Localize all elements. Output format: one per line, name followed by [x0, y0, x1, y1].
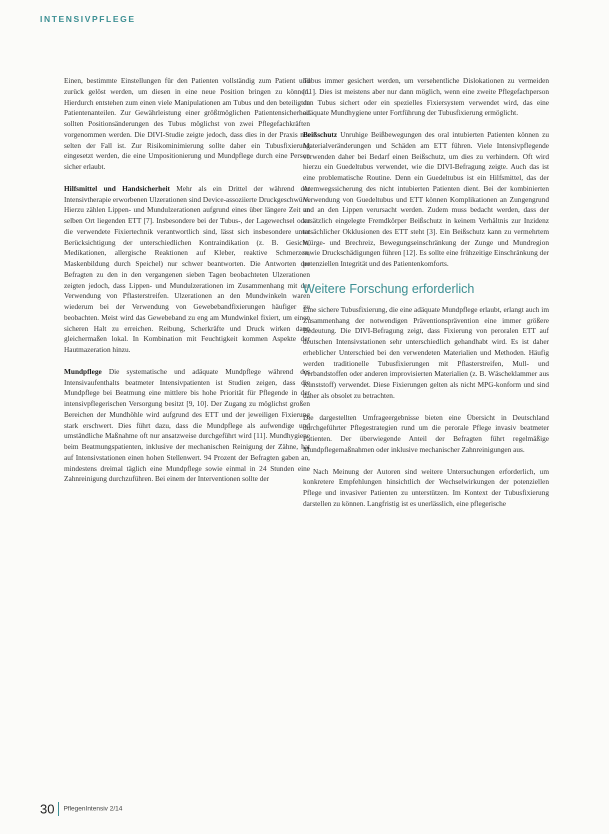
journal-name: PflegenIntensiv 2/14 — [63, 805, 123, 813]
section-header: INTENSIVPFLEGE — [40, 14, 136, 24]
left-column — [64, 76, 310, 485]
footer-divider — [58, 802, 59, 816]
paragraph — [303, 130, 549, 270]
paragraph-lead: Hilfsmittel und Handsicherheit — [64, 183, 170, 193]
right-column — [303, 76, 549, 510]
page-number: 30 — [40, 801, 55, 817]
page-footer — [40, 800, 122, 818]
paragraph-lead: Beißschutz — [303, 130, 338, 139]
paragraph-body: Mehr als ein Drittel der während der Intensivtherapie erworbenen Ulzerationen sind Device-assoziierte Druckgeschwüre. Hierzu zählen Lippen- und Mundulzerationen aufgrund eines über längere Zeit an selben Ort liegenden ETT [7]. Insbesondere bei der Tubus-, der Lagewechsel oder die verwendete Fixiertechnik verantwortlich sind, lässt sich insbesondere unter Berücksichtigung der unterschiedlichen Kontraindikation (z. B. Gesicht, Medikationen, allergische Reaktionen auf Kleber, reaktive Schmerzen, Maskenbildung durch Speichel) nur schwer beantworten. Die Antworten der Befragten zu den in den vergangenen sieben Tagen beobachteten Ulzerationen zeigten jedoch, dass Lippen- und Mundulzerationen im Zusammenhang mit der Verwendung von Pflasterstreifen. Ulzerationen an den Mundwinkeln waren wiederum bei der Verwendung von Gewebebandfixierungen häufiger zu beobachten. Meist wird das Gewebeband zu eng am Mundwinkel fixiert, um einen sicheren Halt zu erreichen. Reibung, Scherkräfte und Druck wirken dann gleichermaßen lokal. In Kombination mit Feuchtigkeit kommen Aspekte der Hautmazeration hinzu. — [64, 183, 310, 354]
paragraph — [64, 367, 310, 485]
paragraph: Nach Meinung der Autoren sind weitere Untersuchungen erforderlich, um konkretere Empfehlungen hinsichtlich der Wechselwirkungen der potenziellen Pflege und invasiver Patienten zu unterstützen. Im Kontext der Tubusfixierung darstellen zu können. Langfristig ist es unerlässlich, eine pflegerische — [303, 466, 549, 508]
paragraph: Eine sichere Tubusfixierung, die eine adäquate Mundpflege erlaubt, erlangt auch im Zusammenhang der notwendigen Präventionsprävention eine immer größere Bedeutung. Die DIVI-Befragung zeigt, dass Fixierung von peroralen ETT auf deutschen Intensivstationen sehr unterschiedlich gehandhabt wird. Es ist daher erheblicher Unterschied bei den verwendeten Materialien und Methoden. Häufig werden traditionelle Tubusfixierungen mit Pflasterstreifen, Mull- und Verbandstoffen oder anderen improvisierten Materialien (z. B. Wäscheklammer aus Kunststoff) verwendet. Diese Fixierungen gelten als nicht MPG-konform und sind daher als obsolet zu betrachten. — [303, 304, 549, 400]
paragraph-body: Die systematische und adäquate Mundpflege während des Intensivaufenthalts beatmeter Intensivpatienten ist Studien zeigen, dass die Mundpflege bei Beatmung eine mittlere bis hohe Priorität für Pflegende in der intensivpflegerischen Versorgung besitzt [9, 10]. Der Zugang zu möglichst großen Bereichen der Mundhöhle wird aufgrund des ETT und der jeweiligen Fixierung stark erschwert. Dies führt dazu, dass die Mundpflege als aufwendige und umständliche Maßnahme oft nur ansatzweise durchgeführt wird [11]. Mundhygiene beim Beatmungspatienten, inklusive der mechanischen Reinigung der Zähne, hat auf Intensivstationen einen hohen Stellenwert. 94 Prozent der Befragten gaben an, mindestens dreimal täglich eine Mundpflege sowie einmal in 24 Stunden eine Zahnreinigung durchzuführen. Bei einem der Interventionen sollte der — [64, 366, 310, 484]
section-heading: Weitere Forschung erforderlich — [303, 281, 475, 296]
paragraph-lead: Mundpflege — [64, 366, 102, 376]
paragraph — [64, 184, 310, 356]
paragraph: Tubus immer gesichert werden, um versehentliche Dislokationen zu vermeiden [11]. Dies ist meistens aber nur dann möglich, wenn eine zweite Pflegefachperson den Tubus sichert oder ein spezielles Fixiersystem verwendet wird, das eine adäquate Mundhygiene unter Fortführung der Tubusfixierung ermöglicht. — [303, 76, 549, 118]
paragraph-body: Unruhige Beißbewegungen des oral intubierten Patienten können zu Materialveränderungen und Schäden am ETT führen. Viele Intensivpflegende verwenden daher bei Bedarf einen Beißschutz, um dies zu verhindern. Oft wird hierzu ein Guedeltubus verwendet, wie die DIVI-Befragung zeigte. Auch das ist eine problematische Routine. Denn ein Guedeltubus ist ein Hilfsmittel, das der Atemwegssicherung des nicht intubierten Patienten dient. Bei der kombinierten Verwendung von Guedeltubus und ETT können Komplikationen an Zungengrund und an den Lippen verursacht werden. Zudem muss bedacht werden, dass der zusätzlich eingelegte Fremdkörper Beißschutz in keinem Verhältnis zur Inzidenz tatsächlicher Okklusionen des ETT steht [3]. Ein Beißschutz kann zu vermehrtem Würge- und Brechreiz, Bewegungseinschränkung der Zunge und Mundregion sowie Druckschädigungen führen [12]. Es sollte eine frühzeitige Einschränkung der potenziellen Integrität und des Patientenkomforts. — [303, 130, 549, 268]
paragraph: Einen, bestimmte Einstellungen für den Patienten vollständig zum Patient und zurück gelöst werden, um diesen in eine neue Position bringen zu können. Hierdurch entstehen zum einen viele Manipulationen am Tubus und den beteiligten Patientenanteilen. Zur Gewährleistung einer größtmöglichen Patientensicherheit sollten Positionsänderungen des Tubus möglichst von zwei Pflegefachkräften vorgenommen werden. Die DIVI-Studie zeigte jedoch, dass dies in der Praxis nur selten der Fall ist. Zur Risikominimierung sollte daher ein Tubusfixierung eingesetzt werden, die eine Umpositionierung und Mundpflege durch eine Person sicher erlaubt. — [64, 76, 310, 171]
paragraph: Die dargestellten Umfrageergebnisse bieten eine Übersicht in Deutschland durchgeführter Pflegestrategien rund um die perorale Pflege invasiv beatmeter Patienten. Der überwiegende Anteil der Befragten führt regelmäßige Mundpflegemaßnahmen oder inklusive mechanischer Zahnreinigungen aus. — [303, 412, 549, 454]
